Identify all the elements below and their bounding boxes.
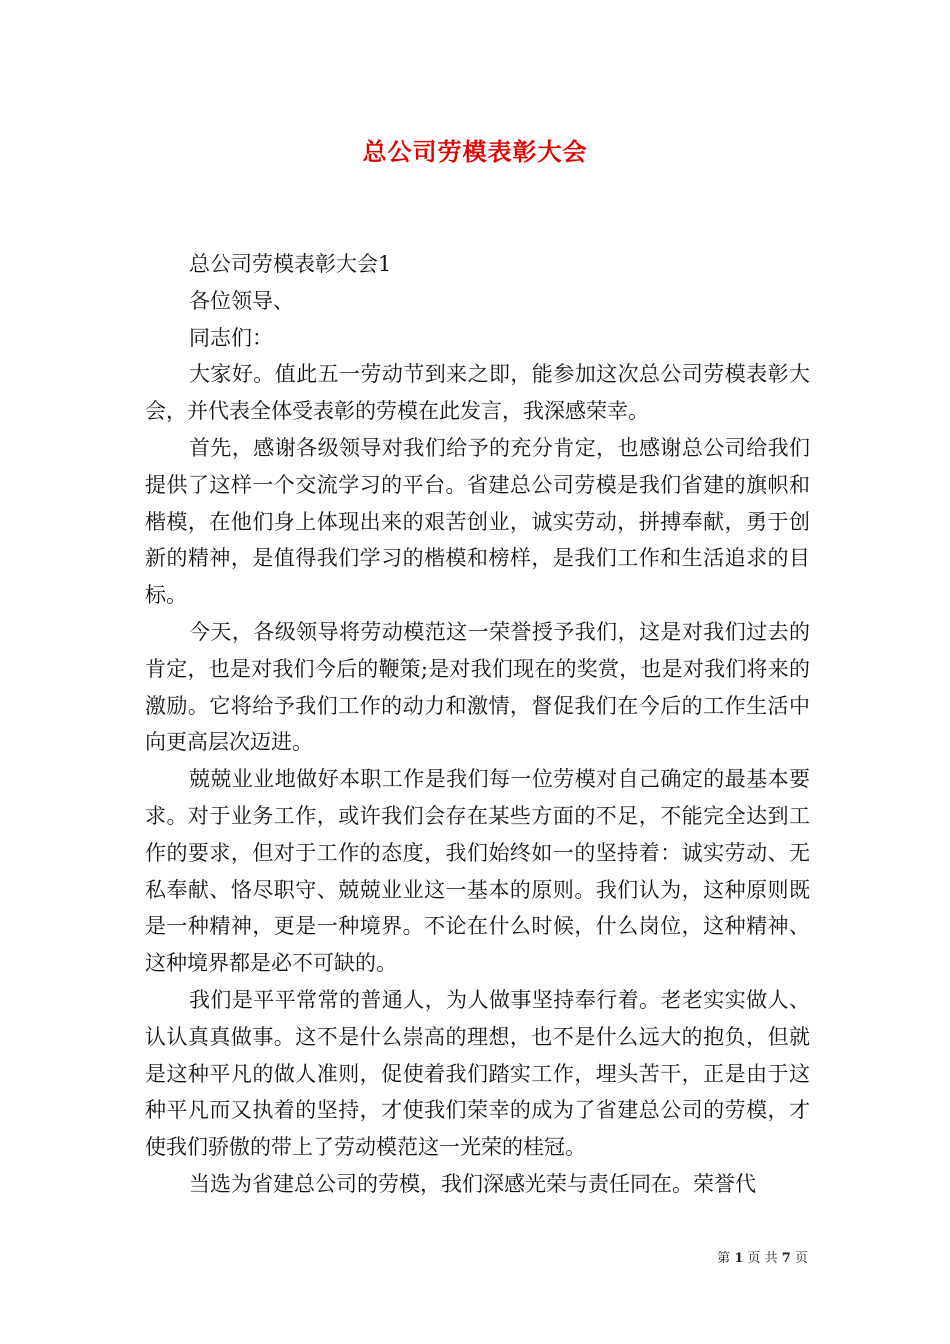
paragraph: 今天，各级领导将劳动模范这一荣誉授予我们，这是对我们过去的肯定，也是对我们今后的鞭策;是对我们现在的奖赏，也是对我们将来的激励。它将给予我们工作的动力和激情，督促我们在今后的工作生活中向更高层次迈进。 <box>145 619 810 755</box>
document-body <box>145 246 810 1203</box>
salutation-comrades: 同志们： <box>189 325 273 350</box>
paragraph: 当选为省建总公司的劳模，我们深感光荣与责任同在。荣誉代 <box>189 1171 756 1196</box>
current-page-number: 1 <box>734 1251 744 1266</box>
footer-prefix: 第 <box>717 1251 731 1266</box>
paragraph: 兢兢业业地做好本职工作是我们每一位劳模对自己确定的最基本要求。对于业务工作，或许我们会存在某些方面的不足，不能完全达到工作的要求，但对于工作的态度，我们始终如一的坚持着：诚实劳动、无私奉献、恪尽职守、兢兢业业这一基本的原则。我们认为，这种原则既是一种精神，更是一种境界。不论在什么时候，什么岗位，这种精神、这种境界都是必不可缺的。 <box>145 767 810 976</box>
footer-suffix: 页 <box>794 1251 808 1266</box>
page-footer <box>717 1247 808 1266</box>
section-heading: 总公司劳模表彰大会1 <box>189 252 392 276</box>
document-title: 总公司劳模表彰大会 <box>362 137 588 166</box>
footer-middle: 页 共 <box>747 1251 778 1266</box>
paragraph: 大家好。值此五一劳动节到来之即，能参加这次总公司劳模表彰大会，并代表全体受表彰的劳模在此发言，我深感荣幸。 <box>145 362 810 424</box>
paragraph: 我们是平平常常的普通人，为人做事坚持奉行着。老老实实做人、认认真真做事。这不是什么崇高的理想，也不是什么远大的抱负，但就是这种平凡的做人准则，促使着我们踏实工作，埋头苦干，正是由于这种平凡而又执着的坚持，才使我们荣幸的成为了省建总公司的劳模，才使我们骄傲的带上了劳动模范这一光荣的桂冠。 <box>145 987 810 1160</box>
salutation-leaders: 各位领导、 <box>189 288 294 313</box>
total-pages-number: 7 <box>781 1251 791 1266</box>
paragraph: 首先，感谢各级领导对我们给予的充分肯定，也感谢总公司给我们提供了这样一个交流学习的平台。省建总公司劳模是我们省建的旗帜和楷模，在他们身上体现出来的艰苦创业，诚实劳动，拼搏奉献，勇于创新的精神，是值得我们学习的楷模和榜样，是我们工作和生活追求的目标。 <box>145 435 810 608</box>
